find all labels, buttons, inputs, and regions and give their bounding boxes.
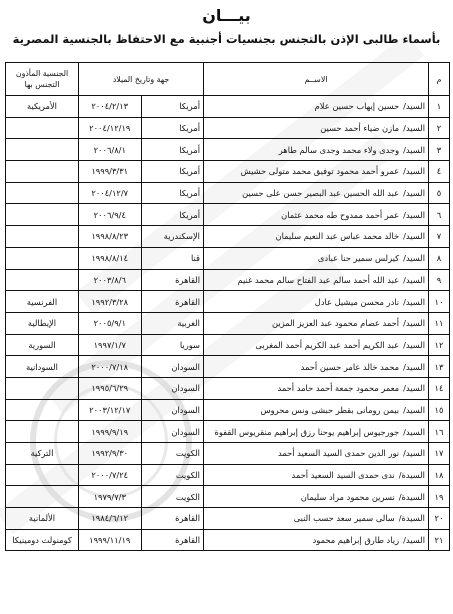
row-title-prefix: السيد/ bbox=[403, 101, 425, 112]
row-number: ٨ bbox=[429, 247, 450, 269]
row-title-prefix: السيد/ bbox=[403, 426, 425, 437]
row-nationality: الأمريكية bbox=[6, 96, 79, 118]
row-birthdate: ٢٠٠٣/٨/٦ bbox=[79, 269, 142, 291]
row-title-prefix: السيدة/ bbox=[398, 470, 425, 481]
row-name: نسرين محمود مراد سليمان bbox=[300, 491, 395, 502]
table-row bbox=[6, 334, 450, 356]
row-name: عبد الله أحمد سالم عبد الفتاح سالم محمد غنيم bbox=[237, 274, 400, 285]
row-number: ١٢ bbox=[429, 334, 450, 356]
row-title-prefix: السيد/ bbox=[403, 188, 425, 199]
row-nationality: السودانية bbox=[6, 356, 79, 378]
row-number: ٩ bbox=[429, 269, 450, 291]
document-title: بيـــان bbox=[202, 6, 251, 25]
row-name-cell bbox=[204, 443, 429, 465]
row-birthplace: قنا bbox=[141, 247, 204, 269]
row-birthplace: القاهرة bbox=[141, 291, 204, 313]
header-birth: جهة وتاريخ الميلاد bbox=[79, 63, 204, 96]
row-birthdate: ١٩٧٩/٧/٣ bbox=[79, 486, 142, 508]
row-number: ٤ bbox=[429, 161, 450, 183]
row-name: عبد الكريم أحمد عبد الكريم أحمد المغربى bbox=[255, 339, 400, 350]
table-row bbox=[6, 96, 450, 118]
row-name-cell bbox=[204, 356, 429, 378]
row-nationality bbox=[6, 464, 79, 486]
row-name-cell bbox=[204, 204, 429, 226]
row-nationality bbox=[6, 226, 79, 248]
row-number: ١٦ bbox=[429, 421, 450, 443]
row-birthdate: ١٩٩٢/٩/٣٠ bbox=[79, 443, 142, 465]
row-birthplace: السودان bbox=[141, 421, 204, 443]
table-row bbox=[6, 204, 450, 226]
row-name-cell bbox=[204, 139, 429, 161]
table-row bbox=[6, 269, 450, 291]
table-row bbox=[6, 161, 450, 183]
row-birthplace: السودان bbox=[141, 399, 204, 421]
row-nationality: التركية bbox=[6, 443, 79, 465]
table-row bbox=[6, 291, 450, 313]
row-name: ندى حمدى السيد السعيد أحمد bbox=[291, 470, 395, 481]
table-row bbox=[6, 443, 450, 465]
row-nationality bbox=[6, 269, 79, 291]
row-birthdate: ٢٠٠٥/٩/١ bbox=[79, 312, 142, 334]
row-title-prefix: السيد/ bbox=[403, 166, 425, 177]
row-birthdate: ٢٠٠٤/٢/١٣ bbox=[79, 96, 142, 118]
row-number: ٢١ bbox=[429, 529, 450, 551]
row-birthdate: ١٩٩٩/١١/١٩ bbox=[79, 529, 142, 551]
row-birthdate: ١٩٨٤/٦/١٢ bbox=[79, 508, 142, 530]
row-title-prefix: السيد/ bbox=[403, 339, 425, 350]
row-name-cell bbox=[204, 161, 429, 183]
row-nationality bbox=[6, 204, 79, 226]
row-name: عمر أحمد ممدوح طه محمد عثمان bbox=[281, 209, 400, 220]
row-title-prefix: السيدة/ bbox=[398, 491, 425, 502]
row-name-cell bbox=[204, 334, 429, 356]
row-birthplace: القاهرة bbox=[141, 269, 204, 291]
row-nationality: السورية bbox=[6, 334, 79, 356]
table-row bbox=[6, 377, 450, 399]
row-nationality bbox=[6, 182, 79, 204]
row-name: وجدى ولاء محمد وجدى سالم طاهر bbox=[278, 144, 400, 155]
row-name: أحمد عصام محمود عبد العزيز المزين bbox=[272, 318, 400, 329]
row-name: كيرلس سمير حنا عبادى bbox=[317, 253, 400, 264]
row-nationality bbox=[6, 486, 79, 508]
row-name-cell bbox=[204, 247, 429, 269]
row-nationality: الإيطالية bbox=[6, 312, 79, 334]
table-row bbox=[6, 182, 450, 204]
row-number: ٧ bbox=[429, 226, 450, 248]
row-number: ١١ bbox=[429, 312, 450, 334]
row-name-cell bbox=[204, 421, 429, 443]
header-nationality: الجنسية المأذون التجنس بها bbox=[6, 63, 79, 96]
document-subtitle: بأسماء طالبى الإذن بالتجنس بجنسيات أجنبية مع الاحتفاظ بالجنسية المصرية bbox=[12, 32, 441, 46]
row-number: ١٩ bbox=[429, 486, 450, 508]
row-nationality bbox=[6, 117, 79, 139]
row-birthdate: ٢٠٠٣/١٢/١٧ bbox=[79, 399, 142, 421]
row-title-prefix: السيد/ bbox=[403, 296, 425, 307]
header-name: الاســم bbox=[204, 63, 429, 96]
row-name-cell bbox=[204, 182, 429, 204]
row-birthplace: الإسكندرية bbox=[141, 226, 204, 248]
table-row bbox=[6, 117, 450, 139]
row-name: خالد محمد عباس عبد النعيم سليمان bbox=[275, 231, 400, 242]
row-birthdate: ١٩٩٨/٨/٢٣ bbox=[79, 226, 142, 248]
row-title-prefix: السيد/ bbox=[403, 404, 425, 415]
row-number: ١٥ bbox=[429, 399, 450, 421]
row-birthplace: الكويت bbox=[141, 443, 204, 465]
row-birthdate: ٢٠٠٤/١٢/٧ bbox=[79, 182, 142, 204]
row-birthdate: ١٩٩٢/٣/٢٨ bbox=[79, 291, 142, 313]
row-birthdate: ٢٠٠٦/٨/١ bbox=[79, 139, 142, 161]
row-name: مازن ضياء أحمد حسين bbox=[320, 123, 400, 134]
row-number: ٢ bbox=[429, 117, 450, 139]
row-birthdate: ٢٠٠٠/٧/١٨ bbox=[79, 356, 142, 378]
row-name: معمر محمود جمعة أحمد حامد أحمد bbox=[277, 383, 400, 394]
row-birthplace: السودان bbox=[141, 377, 204, 399]
row-name-cell bbox=[204, 226, 429, 248]
row-name-cell bbox=[204, 312, 429, 334]
table-row bbox=[6, 139, 450, 161]
row-birthdate: ١٩٩٥/٦/٢٩ bbox=[79, 377, 142, 399]
row-number: ٣ bbox=[429, 139, 450, 161]
row-title-prefix: السيد/ bbox=[403, 274, 425, 285]
row-nationality: الفرنسية bbox=[6, 291, 79, 313]
row-title-prefix: السيدة/ bbox=[398, 513, 425, 524]
row-name: عبد الله الحسين عبد البصير حسن على حسين bbox=[242, 188, 400, 199]
table-row bbox=[6, 529, 450, 551]
row-name-cell bbox=[204, 377, 429, 399]
table-row bbox=[6, 226, 450, 248]
row-nationality bbox=[6, 139, 79, 161]
table-row bbox=[6, 356, 450, 378]
row-name-cell bbox=[204, 96, 429, 118]
table-row bbox=[6, 312, 450, 334]
row-name-cell bbox=[204, 291, 429, 313]
row-number: ١٠ bbox=[429, 291, 450, 313]
row-birthdate: ١٩٩٨/٨/١٤ bbox=[79, 247, 142, 269]
row-nationality: كومنولث دومينيكا bbox=[6, 529, 79, 551]
row-birthplace: أمريكا bbox=[141, 117, 204, 139]
row-birthplace: أمريكا bbox=[141, 204, 204, 226]
row-birthdate: ١٩٩٩/٣/٣١ bbox=[79, 161, 142, 183]
row-birthplace: أمريكا bbox=[141, 182, 204, 204]
row-name: نادر محسن ميشيل عادل bbox=[314, 296, 400, 307]
row-birthdate: ٢٠٠٦/٩/٤ bbox=[79, 204, 142, 226]
row-birthdate: ١٩٩٩/٩/١٩ bbox=[79, 421, 142, 443]
row-number: ٦ bbox=[429, 204, 450, 226]
row-nationality: الألمانية bbox=[6, 508, 79, 530]
row-title-prefix: السيد/ bbox=[403, 361, 425, 372]
row-name-cell bbox=[204, 508, 429, 530]
row-number: ١ bbox=[429, 96, 450, 118]
table-row bbox=[6, 421, 450, 443]
table-row bbox=[6, 486, 450, 508]
row-birthplace: القاهرة bbox=[141, 508, 204, 530]
row-birthplace: أمريكا bbox=[141, 96, 204, 118]
row-title-prefix: السيد/ bbox=[403, 383, 425, 394]
row-name-cell bbox=[204, 486, 429, 508]
row-name: عمرو أحمد محمود توفيق محمد متولى حشيش bbox=[240, 166, 400, 177]
row-name: بيمن رومانى بقطر حبشى ونس محروس bbox=[260, 404, 400, 415]
row-number: ١٤ bbox=[429, 377, 450, 399]
row-birthplace: أمريكا bbox=[141, 139, 204, 161]
row-number: ١٧ bbox=[429, 443, 450, 465]
row-number: ٥ bbox=[429, 182, 450, 204]
row-birthplace: القاهرة bbox=[141, 529, 204, 551]
row-title-prefix: السيد/ bbox=[403, 209, 425, 220]
row-birthdate: ١٩٩٧/١/٧ bbox=[79, 334, 142, 356]
row-birthplace: الكويت bbox=[141, 464, 204, 486]
row-name-cell bbox=[204, 464, 429, 486]
row-name: جورجيوس إبراهيم يوحنا رزق إبراهيم منقريوس القفوة bbox=[214, 426, 400, 437]
row-number: ٢٠ bbox=[429, 508, 450, 530]
row-birthdate: ٢٠٠٠/٧/٢٤ bbox=[79, 464, 142, 486]
table-header-row bbox=[6, 63, 450, 96]
row-birthplace: السودان bbox=[141, 356, 204, 378]
row-name: حسين إيهاب حسين علام bbox=[314, 101, 400, 112]
table-row bbox=[6, 247, 450, 269]
row-birthplace: أمريكا bbox=[141, 161, 204, 183]
row-nationality bbox=[6, 247, 79, 269]
applicants-table bbox=[5, 62, 450, 551]
row-number: ١٣ bbox=[429, 356, 450, 378]
row-nationality bbox=[6, 161, 79, 183]
row-name-cell bbox=[204, 529, 429, 551]
row-name-cell bbox=[204, 269, 429, 291]
table-row bbox=[6, 464, 450, 486]
row-title-prefix: السيد/ bbox=[403, 535, 425, 546]
row-birthplace: الغربية bbox=[141, 312, 204, 334]
row-name: نور الدين حمدى السيد السعيد أحمد bbox=[277, 448, 400, 459]
row-name-cell bbox=[204, 399, 429, 421]
row-name-cell bbox=[204, 117, 429, 139]
row-birthplace: الكويت bbox=[141, 486, 204, 508]
row-name: سالى سمير سعد حسب النبى bbox=[293, 513, 395, 524]
row-title-prefix: السيد/ bbox=[403, 123, 425, 134]
row-birthdate: ٢٠٠٤/١٢/١٩ bbox=[79, 117, 142, 139]
row-birthplace: سوريا bbox=[141, 334, 204, 356]
row-number: ١٨ bbox=[429, 464, 450, 486]
row-name: محمد خالد عامر حسين أحمد bbox=[300, 361, 400, 372]
row-title-prefix: السيد/ bbox=[403, 144, 425, 155]
row-nationality bbox=[6, 421, 79, 443]
row-title-prefix: السيد/ bbox=[403, 318, 425, 329]
row-title-prefix: السيد/ bbox=[403, 253, 425, 264]
row-title-prefix: السيد/ bbox=[403, 231, 425, 242]
row-nationality bbox=[6, 399, 79, 421]
table-body bbox=[6, 96, 450, 551]
row-name: زياد طارق إبراهيم محمود bbox=[312, 535, 400, 546]
table-row bbox=[6, 399, 450, 421]
header-number: م bbox=[429, 63, 450, 96]
row-nationality bbox=[6, 377, 79, 399]
table-row bbox=[6, 508, 450, 530]
row-title-prefix: السيد/ bbox=[403, 448, 425, 459]
